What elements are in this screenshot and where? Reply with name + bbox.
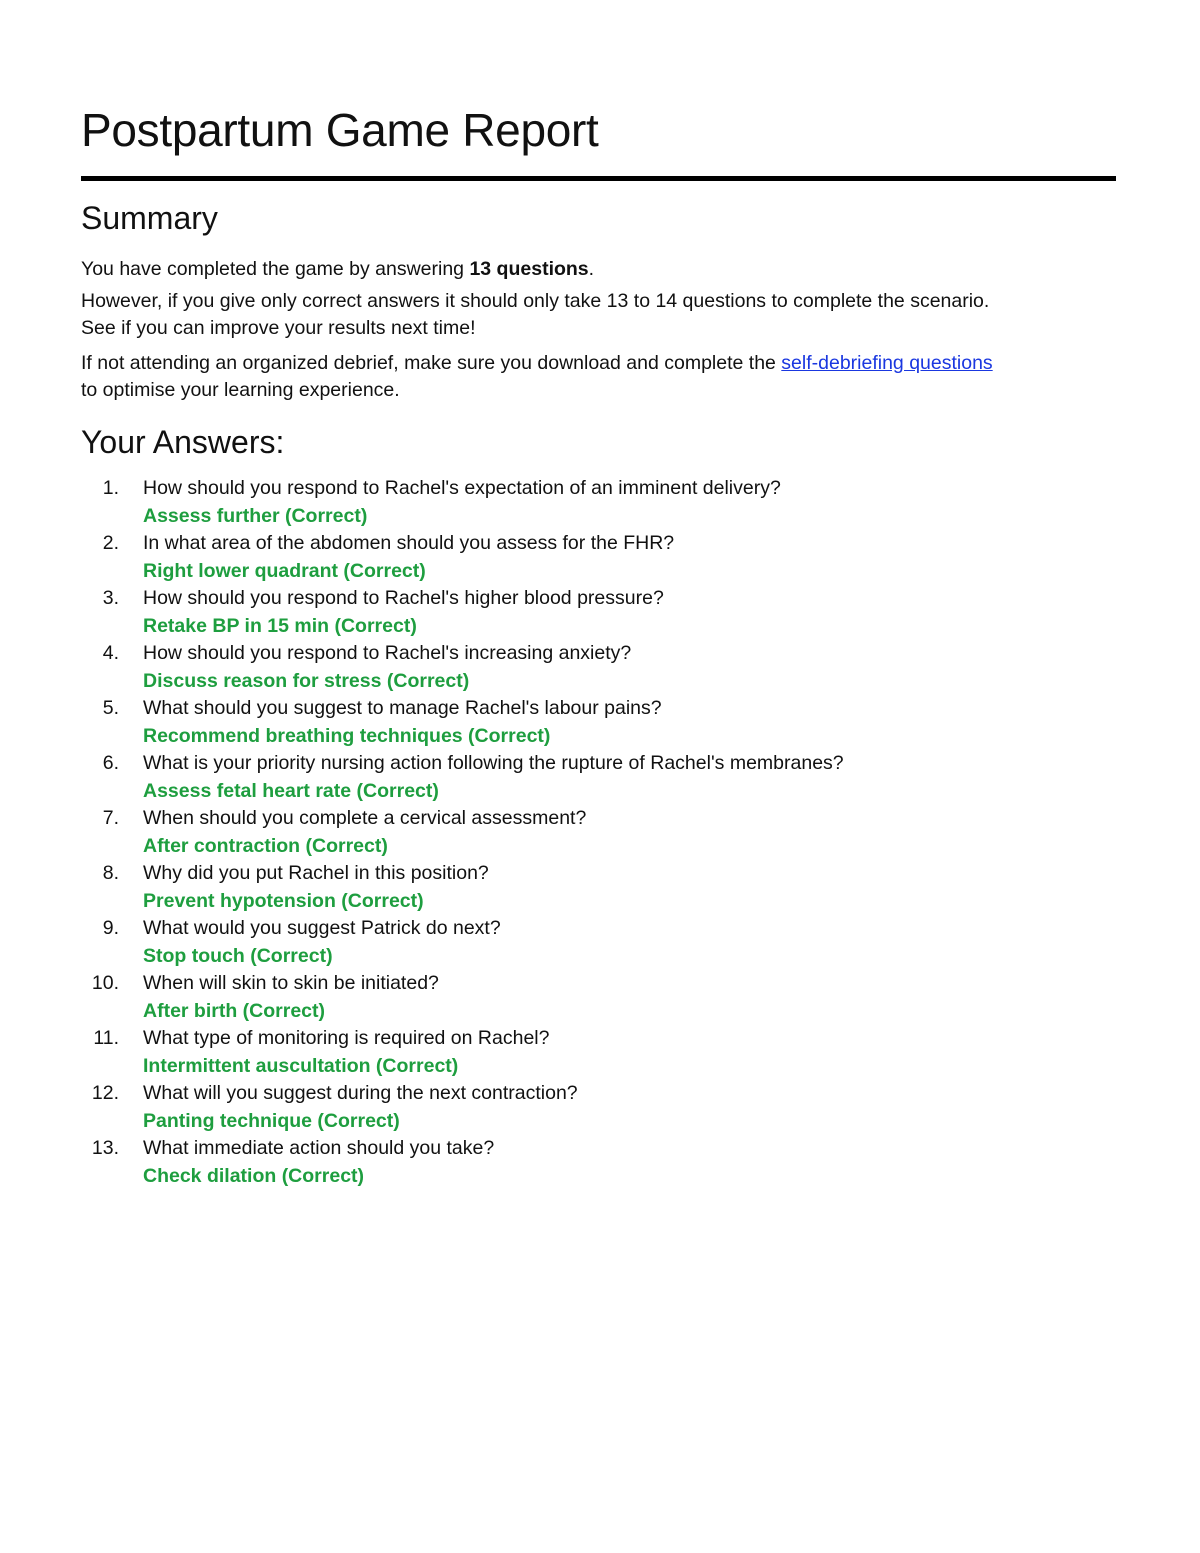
answer-number: 13. <box>91 1137 119 1159</box>
summary-completed-text: You have completed the game by answering <box>81 258 470 280</box>
answer-number: 12. <box>91 1082 119 1104</box>
question-text: How should you respond to Rachel's expectation of an imminent delivery? <box>143 477 781 499</box>
question-text: What would you suggest Patrick do next? <box>143 917 501 939</box>
answer-number: 2. <box>102 532 119 554</box>
answer-number: 3. <box>102 587 119 609</box>
summary-optimise-line: to optimise your learning experience. <box>81 379 400 401</box>
answer-result: After birth (Correct) <box>143 1000 326 1022</box>
summary-improve-line: See if you can improve your results next time! <box>81 317 476 339</box>
answers-heading: Your Answers: <box>81 424 285 460</box>
answer-item <box>81 1134 1081 1189</box>
summary-heading: Summary <box>81 200 218 236</box>
answer-result: Retake BP in 15 min (Correct) <box>143 615 417 637</box>
title-divider <box>81 176 1116 181</box>
answer-item <box>81 914 1081 969</box>
answer-number: 6. <box>102 752 119 774</box>
answer-item <box>81 859 1081 914</box>
answer-result: Discuss reason for stress (Correct) <box>143 670 470 692</box>
answer-number: 1. <box>102 477 119 499</box>
summary-improve-paragraph <box>81 288 989 342</box>
question-text: What should you suggest to manage Rachel's labour pains? <box>143 697 662 719</box>
answers-list <box>81 474 1081 1189</box>
answer-number: 10. <box>91 972 119 994</box>
answer-item <box>81 584 1081 639</box>
answer-number: 7. <box>102 807 119 829</box>
answer-result: Right lower quadrant (Correct) <box>143 560 426 582</box>
summary-debrief-paragraph <box>81 350 993 404</box>
answer-result: Assess further (Correct) <box>143 505 368 527</box>
answer-item <box>81 694 1081 749</box>
self-debriefing-link[interactable]: self-debriefing questions <box>781 352 993 374</box>
answer-item <box>81 639 1081 694</box>
answer-result: Panting technique (Correct) <box>143 1110 400 1132</box>
answer-number: 8. <box>102 862 119 884</box>
question-count: 13 questions <box>469 258 589 280</box>
answer-result: After contraction (Correct) <box>143 835 388 857</box>
answer-result: Check dilation (Correct) <box>143 1165 365 1187</box>
answer-result: Assess fetal heart rate (Correct) <box>143 780 439 802</box>
question-text: What is your priority nursing action following the rupture of Rachel's membranes? <box>143 752 844 774</box>
answer-item <box>81 749 1081 804</box>
answer-number: 4. <box>102 642 119 664</box>
question-text: What type of monitoring is required on Rachel? <box>143 1027 550 1049</box>
question-text: How should you respond to Rachel's higher blood pressure? <box>143 587 664 609</box>
answer-number: 5. <box>102 697 119 719</box>
answer-result: Prevent hypotension (Correct) <box>143 890 424 912</box>
question-text: When should you complete a cervical assessment? <box>143 807 587 829</box>
summary-completed-suffix: . <box>588 258 595 280</box>
answer-item <box>81 969 1081 1024</box>
answer-item <box>81 529 1081 584</box>
answer-item <box>81 1024 1081 1079</box>
answer-item <box>81 804 1081 859</box>
question-text: When will skin to skin be initiated? <box>143 972 439 994</box>
summary-correct-answers-line: However, if you give only correct answers it should only take 13 to 14 questions to complete the scenario. <box>81 290 990 312</box>
question-text: What immediate action should you take? <box>143 1137 495 1159</box>
summary-completed-line <box>81 256 594 283</box>
answer-result: Intermittent auscultation (Correct) <box>143 1055 459 1077</box>
question-text: Why did you put Rachel in this position? <box>143 862 489 884</box>
answer-number: 11. <box>93 1027 119 1049</box>
answer-item <box>81 1079 1081 1134</box>
summary-debrief-line <box>81 350 993 377</box>
answer-result: Recommend breathing techniques (Correct) <box>143 725 551 747</box>
question-text: What will you suggest during the next contraction? <box>143 1082 578 1104</box>
answer-number: 9. <box>102 917 119 939</box>
summary-debrief-text: If not attending an organized debrief, make sure you download and complete the <box>81 352 782 374</box>
answer-result: Stop touch (Correct) <box>143 945 333 967</box>
question-text: In what area of the abdomen should you assess for the FHR? <box>143 532 675 554</box>
question-text: How should you respond to Rachel's increasing anxiety? <box>143 642 632 664</box>
page-title: Postpartum Game Report <box>81 104 599 156</box>
answer-item <box>81 474 1081 529</box>
